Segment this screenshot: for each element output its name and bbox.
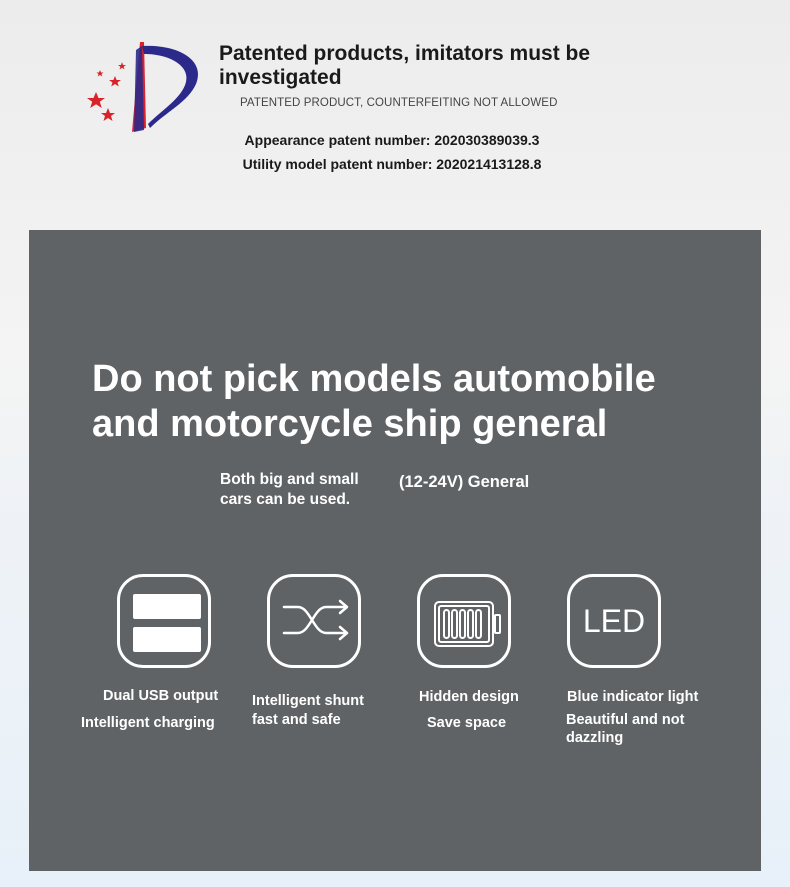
- feature-shunt-desc: fast and safe: [252, 712, 341, 728]
- battery-icon: [417, 574, 511, 668]
- patent-subtitle: PATENTED PRODUCT, COUNTERFEITING NOT ALLOWED: [240, 97, 558, 109]
- patent-header: [0, 0, 790, 230]
- utility-patent-number: Utility model patent number: 202021413128.8: [242, 156, 542, 172]
- feature-panel: [29, 230, 761, 871]
- feature-led-title: Blue indicator light: [567, 689, 699, 705]
- feature-hidden-title: Hidden design: [419, 689, 519, 705]
- feature-shunt-title: Intelligent shunt: [252, 693, 364, 709]
- feature-usb-desc: Intelligent charging: [81, 715, 215, 731]
- voltage-note: (12-24V) General: [399, 473, 530, 491]
- compatibility-note: Both big and small cars can be used.: [220, 471, 359, 508]
- patent-logo-icon: [78, 40, 206, 135]
- patent-title: Patented products, imitators must be investigated: [219, 42, 591, 89]
- headline: Do not pick models automobile and motorcycle ship general: [92, 358, 656, 445]
- led-icon-label: LED: [582, 602, 646, 639]
- feature-hidden-desc: Save space: [427, 715, 507, 731]
- appearance-patent-number: Appearance patent number: 202030389039.3: [244, 132, 540, 148]
- led-icon: [567, 574, 661, 668]
- shuffle-arrows-icon: [267, 574, 361, 668]
- dual-usb-icon: [117, 574, 211, 668]
- feature-led-desc: Beautiful and not dazzling: [566, 712, 685, 746]
- feature-usb-title: Dual USB output: [103, 688, 219, 704]
